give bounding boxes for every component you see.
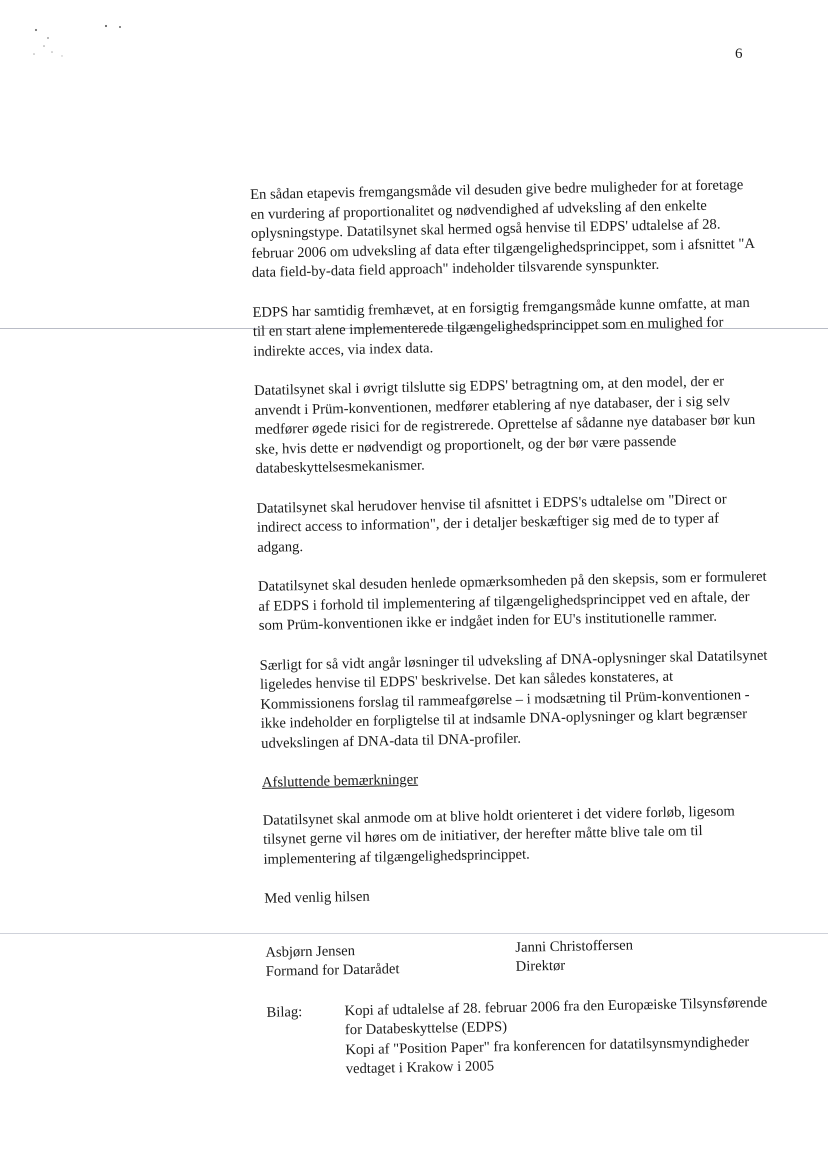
greeting: Med venlig hilsen bbox=[264, 888, 370, 907]
closing-paragraph: Datatilsynet skal anmode om at blive holdt orienteret i det videre forløb, ligesom tilsynet gerne vil høres om de initiativer, der herefter måtte blive tale om til implementering af tilgængelighedsprincippet. bbox=[262, 802, 735, 868]
attachment-item: Kopi af udtalelse af 28. februar 2006 fra den Europæiske Tilsynsførende for Databeskyttelse (EDPS) bbox=[344, 994, 768, 1039]
page-number: 6 bbox=[735, 46, 743, 62]
attachments-list bbox=[344, 993, 775, 1080]
paragraph: Særligt for så vidt angår løsninger til udveksling af DNA-oplysninger skal Datatilsynet ligeledes henvise til EDPS' beskrivelse. Det kan således konstateres, at Kommissionens forslag til rammeafgørelse – i modsætning til Prüm-konventionen - ikke indeholder en forpligtelse til at indsamle DNA-oplysninger og klart begrænser udvekslingen af DNA-data til DNA-profiler. bbox=[259, 647, 768, 752]
attachment-item: Kopi af "Position Paper" fra konferencen for datatilsynsmyndigheder vedtaget i Krakow i 2005 bbox=[345, 1033, 750, 1078]
paragraph: EDPS har samtidig fremhævet, at en forsigtig fremgangsmåde kunne omfatte, at man til en start alene implementerede tilgængelighedsprincippet som en mulighed for indirekte acces, via index data. bbox=[252, 294, 750, 360]
signature-block bbox=[265, 933, 766, 981]
letter-body bbox=[250, 176, 778, 1082]
signatory-name: Asbjørn Jensen bbox=[265, 942, 356, 961]
signatory-title: Direktør bbox=[515, 957, 566, 975]
paragraph: Datatilsynet skal i øvrigt tilslutte sig EDPS' betragtning om, at den model, der er anvendt i Prüm-konventionen, medfører etablering af nye databaser, der i sig selv medfører øgede risici for de registrerede. Oprettelse af sådanne nye databaser bør kun ske, hvis dette er nødvendigt og proportionelt, og der bør være passende databeskyttelsesmekanismer. bbox=[253, 373, 756, 477]
paragraph: Datatilsynet skal herudover henvise til afsnittet i EDPS's udtalelse om "Direct or indirect access to information", der i detaljer beskæftiger sig med de to typer af adgang. bbox=[256, 490, 727, 556]
attachments-label: Bilag: bbox=[266, 1003, 303, 1021]
attachments bbox=[266, 993, 777, 1081]
paragraph: En sådan etapevis fremgangsmåde vil desuden give bedre muligheder for at foretage en vurdering af proportionalitet og nødvendighed af udveksling af den enkelte oplysningstype. Datatilsynet skal hermed også henvise til EDPS' udtalelse af 28. februar 2006 om udveksling af data efter tilgængelighedsprincippet, som i afsnittet "A data field-by-data field approach" indeholder tilsvarende synspunkter. bbox=[250, 177, 755, 281]
signatory bbox=[265, 938, 516, 981]
paragraph: Datatilsynet skal desuden henlede opmærksomheden på den skepsis, som er formuleret af EDPS i forhold til implementering af tilgængelighedsprincippet ved en aftale, der som Prüm-konventionen ikke er indgået inden for EU's institutionelle rammer. bbox=[257, 568, 767, 634]
scan-specks bbox=[28, 18, 148, 68]
signatory-title: Formand for Datarådet bbox=[265, 960, 400, 980]
section-heading: Afsluttende bemærkninger bbox=[261, 771, 419, 791]
signatory bbox=[515, 933, 766, 976]
signatory-name: Janni Christoffersen bbox=[515, 936, 634, 956]
